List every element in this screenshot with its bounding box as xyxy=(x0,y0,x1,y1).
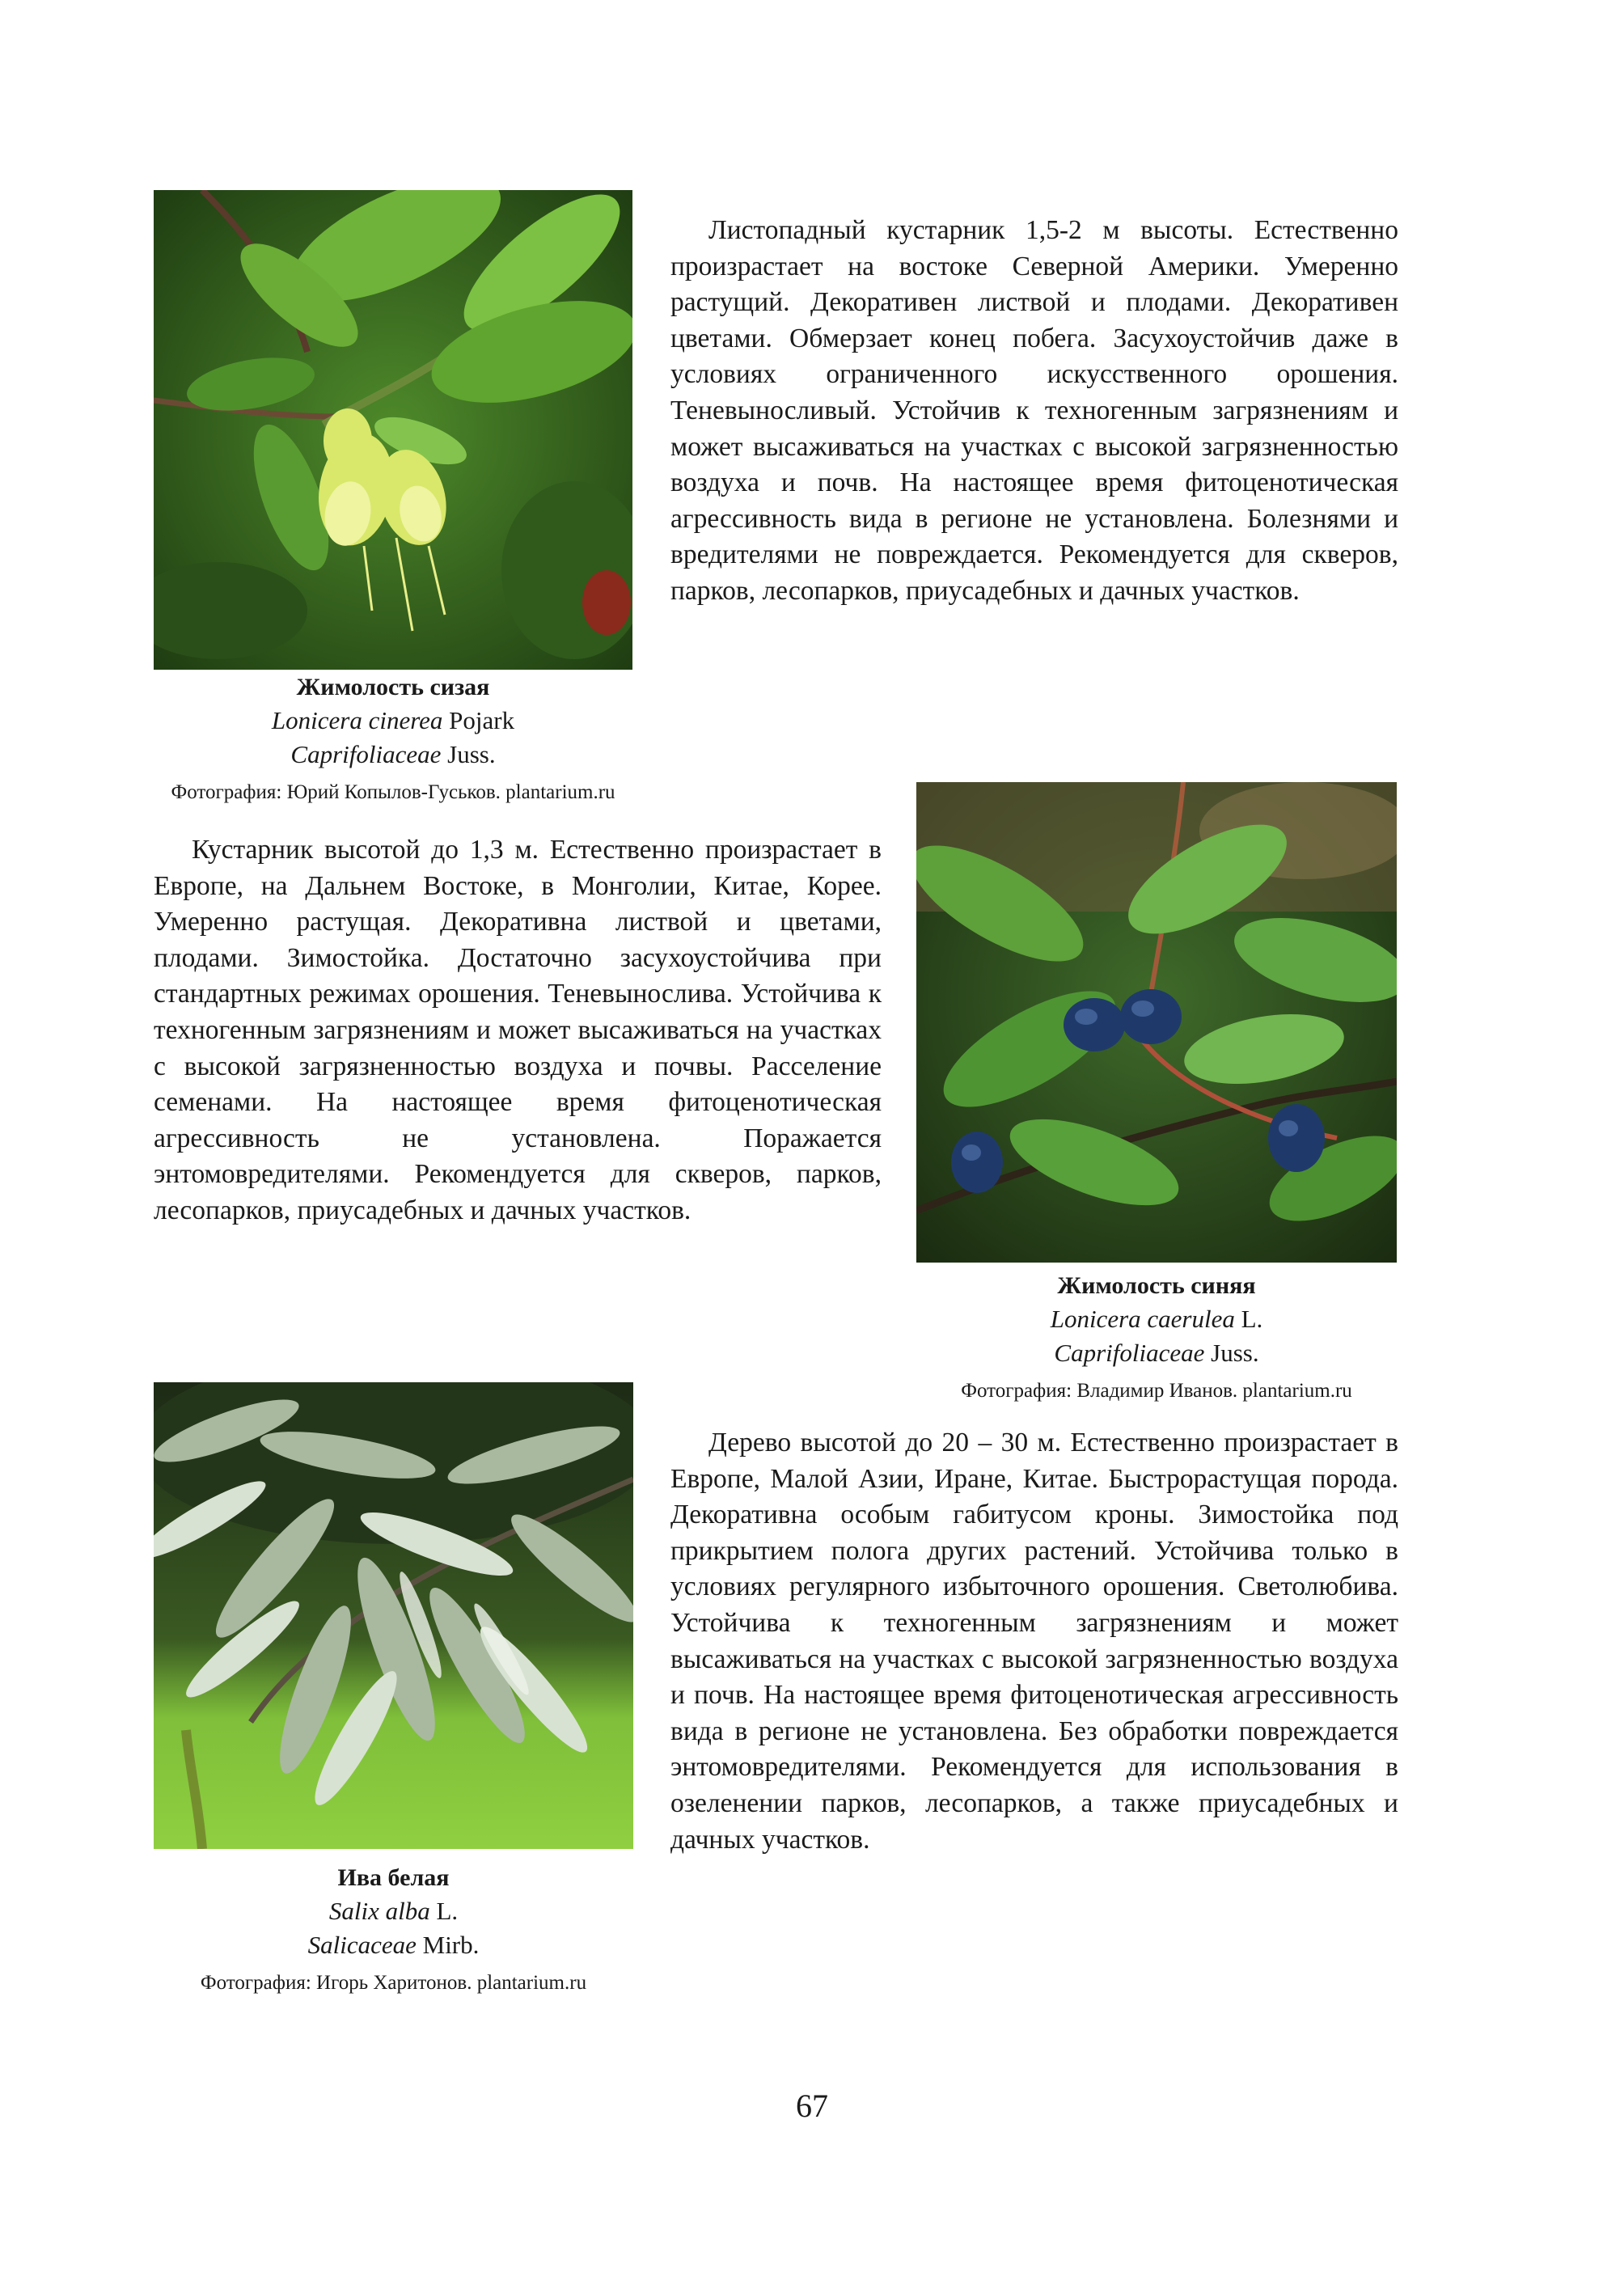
common-name: Жимолость синяя xyxy=(1057,1272,1256,1299)
photo-credit: Фотография: Юрий Копылов-Гуськов. plantarium.ru xyxy=(171,781,615,803)
blue-honeysuckle-berries-photo xyxy=(916,782,1397,1263)
latin-author: Pojark xyxy=(449,706,515,734)
latin-name: Lonicera caerulea xyxy=(1050,1305,1235,1333)
photo-credit: Фотография: Владимир Иванов. plantarium.ru xyxy=(961,1380,1352,1402)
latin-name-line xyxy=(154,1894,633,1928)
description-paragraph: Кустарник высотой до 1,3 м. Естественно произрастает в Европе, на Дальнем Востоке, в Монголии, Китае, Корее. Умеренно растущая. Декоративна листвой и цветами, плодами. Зимостойка. Достаточно засухоустойчива при стандартных режимах орошения. Теневынослива. Устойчива к техногенным загрязнениям и может высаживаться на участках с высокой загрязненностью воздуха и почвы. Расселение семенами. На настоящее время фитоценотическая агрессивность не установлена. Поражается энтомовредителями. Рекомендуется для скверов, парков, лесопарков, приусадебных и дачных участков. xyxy=(154,835,882,1225)
latin-author: L. xyxy=(1241,1305,1263,1333)
latin-name: Salix alba xyxy=(328,1897,430,1925)
common-name: Жимолость сизая xyxy=(296,674,490,700)
family-name: Salicaceae xyxy=(307,1931,417,1959)
photo-caption xyxy=(154,671,632,809)
page-number: 67 xyxy=(796,2088,828,2124)
latin-author: L. xyxy=(436,1897,459,1925)
family-name-line xyxy=(154,1928,633,1962)
latin-name-line xyxy=(916,1302,1397,1336)
yellow-honeysuckle-flowers-photo xyxy=(154,190,632,670)
description-paragraph: Дерево высотой до 20 – 30 м. Естественно произрастает в Европе, Малой Азии, Иране, Китае. Быстрорастущая порода. Декоративна особым габитусом кроны. Зимостойка под прикрытием полога других растений. Устойчива только в условиях регулярного избыточного орошения. Светолюбива. Устойчива к техногенным загрязнениям и может высаживаться на участках с высокой загрязненностью воздуха и почв. На настоящее время фитоценотическая агрессивность вида в регионе не установлена. Без обработки повреждается энтомовредителями. Рекомендуется для использования в озеленении парков, лесопарков, а также приусадебных и дачных участков. xyxy=(670,1428,1398,1855)
white-willow-leaves-photo xyxy=(154,1382,633,1849)
species-description xyxy=(670,1425,1398,1858)
family-author: Juss. xyxy=(1211,1339,1259,1367)
description-paragraph: Листопадный кустарник 1,5-2 м высоты. Естественно произрастает на востоке Северной Америки. Умеренно растущий. Декоративен листвой и плодами. Декоративен цветами. Обмерзает конец побега. Засухоустойчив даже в условиях ограниченного искусственного орошения. Теневыносливый. Устойчив к техногенным загрязнениям и может высаживаться на участках с высокой загрязненностью воздуха и почв. На настоящее время фитоценотическая агрессивность вида в регионе не установлена. Болезнями и вредителями не повреждается. Рекомендуется для скверов, парков, лесопарков, приусадебных и дачных участков. xyxy=(670,215,1398,606)
family-name-line xyxy=(916,1336,1397,1370)
family-author: Juss. xyxy=(447,740,496,768)
species-description xyxy=(154,832,882,1229)
photo-caption xyxy=(916,1270,1397,1407)
species-description xyxy=(670,213,1398,610)
family-name-line xyxy=(154,738,632,772)
family-name: Caprifoliaceae xyxy=(1054,1339,1205,1367)
photo-caption xyxy=(154,1862,633,1999)
family-name: Caprifoliaceae xyxy=(290,740,442,768)
common-name: Ива белая xyxy=(337,1864,450,1891)
family-author: Mirb. xyxy=(422,1931,480,1959)
photo-credit: Фотография: Игорь Харитонов. plantarium.ru xyxy=(200,1972,587,1994)
latin-name: Lonicera cinerea xyxy=(271,706,443,734)
latin-name-line xyxy=(154,704,632,738)
